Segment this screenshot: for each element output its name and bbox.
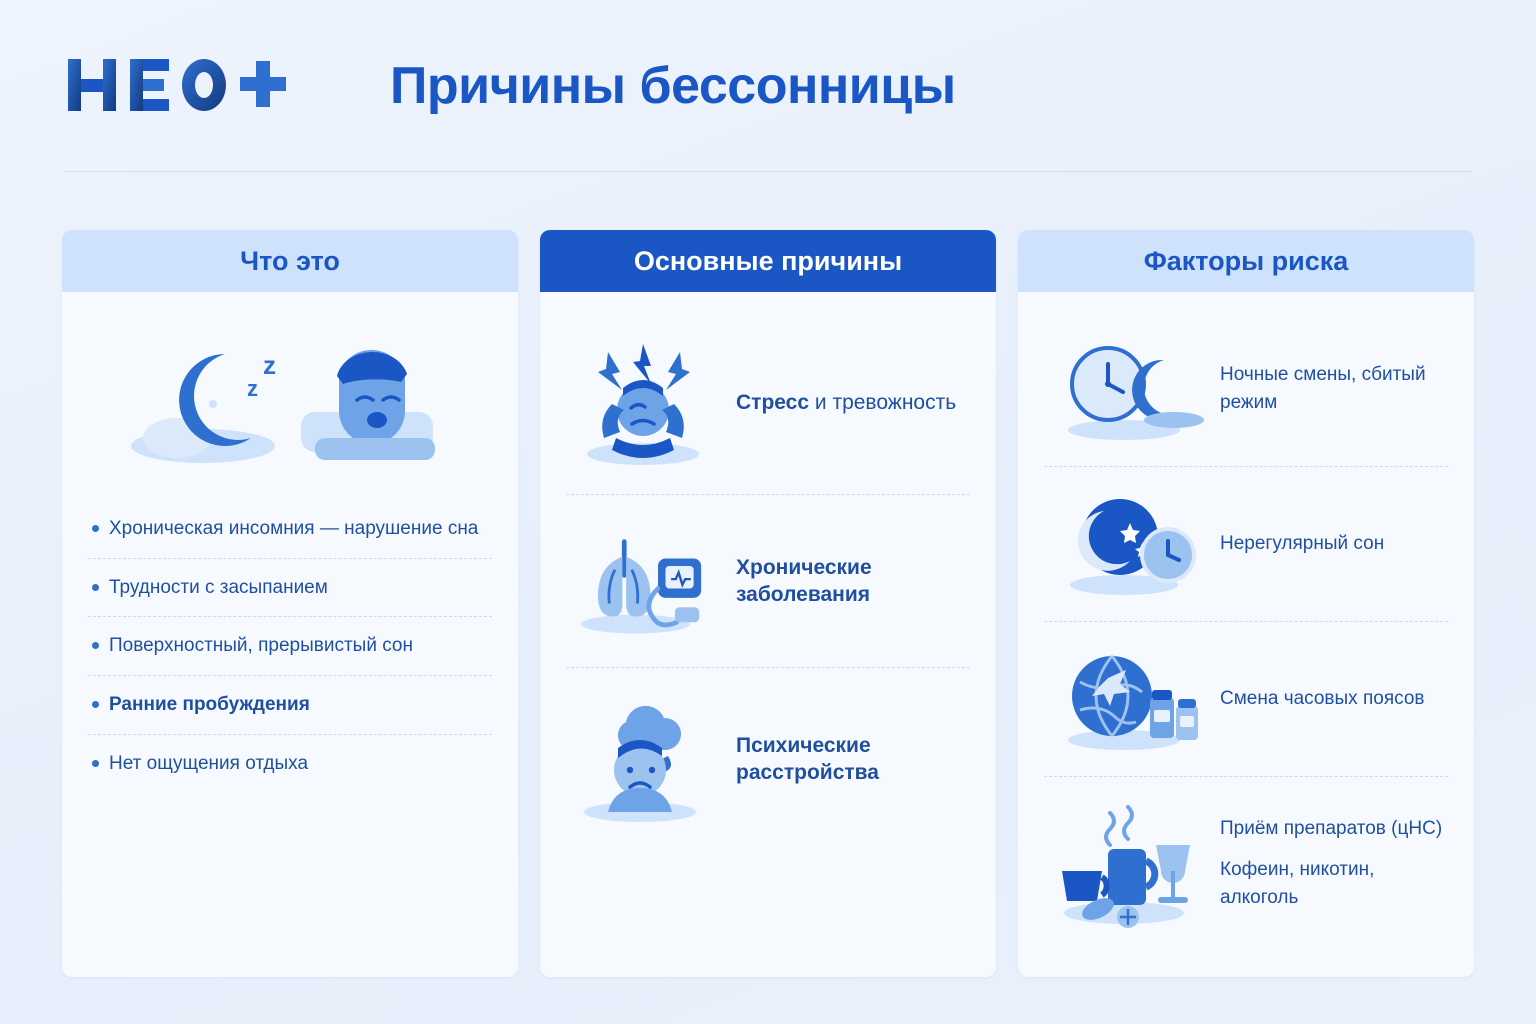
globe-pills-icon [1046,644,1206,754]
clock-moon-icon [1046,334,1206,444]
svg-text:z: z [247,376,258,401]
bullet-dot-icon [92,760,99,767]
moon-stars-clock-icon [1046,489,1206,599]
bullet-list [88,500,492,792]
coffee-wine-pills-icon [1046,799,1206,929]
list-item-label: Ночные смены, сбитый режим [1220,363,1426,413]
stress-headache-icon [568,338,718,468]
list-item-label: Нет ощущения отдыха [109,752,309,774]
card-main-causes [540,230,996,977]
list-item [566,495,970,668]
card-heading-risk-factors: Факторы риска [1018,230,1474,292]
list-item-label: Стресс и тревожность [736,391,957,415]
card-what-is-it [62,230,518,977]
list-item [1044,312,1448,467]
svg-text:z: z [263,350,276,380]
list-item [1044,777,1448,951]
list-item [88,617,492,676]
moon-sleeping-person-icon [88,312,492,496]
list-item [566,312,970,495]
list-item [88,735,492,793]
list-item-label: Поверхностный, прерывистый сон [109,635,413,657]
risk-label-sub: Кофеин, никотин, алкоголь [1220,858,1375,909]
neo-plus-logo-icon [64,51,294,121]
list-item-label: Психические расстройства [736,733,879,784]
columns-container [0,172,1536,977]
list-item-label: Хроническая инсомния — нарушение сна [109,518,479,539]
bullet-dot-icon [92,701,99,708]
list-item [88,500,492,559]
list-item-label: Смена часовых поясов [1220,687,1425,709]
card-heading-what-is-it: Что это [62,230,518,292]
lungs-monitor-icon [568,521,718,641]
list-item-label: Нерегулярный сон [1220,532,1385,554]
list-item [88,676,492,735]
header-divider [64,171,1472,172]
list-item-label: Ранние пробуждения [109,693,310,715]
bullet-dot-icon [92,525,99,532]
list-item [1044,467,1448,622]
list-item [566,668,970,850]
list-item-label [1220,815,1446,913]
list-item-label: Хронические заболевания [736,555,872,606]
list-item-label: Трудности с засыпанием [109,576,328,598]
logo [64,51,294,121]
bullet-dot-icon [92,584,99,591]
card-heading-main-causes: Основные причины [540,230,996,292]
bullet-dot-icon [92,642,99,649]
list-item [1044,622,1448,777]
header [0,0,1536,172]
risk-label-main: Приём препаратов (цНС) [1220,818,1443,840]
sad-face-cloud-icon [568,694,718,824]
card-risk-factors [1018,230,1474,977]
page-title: Причины бессонницы [390,57,956,115]
list-item [88,559,492,618]
